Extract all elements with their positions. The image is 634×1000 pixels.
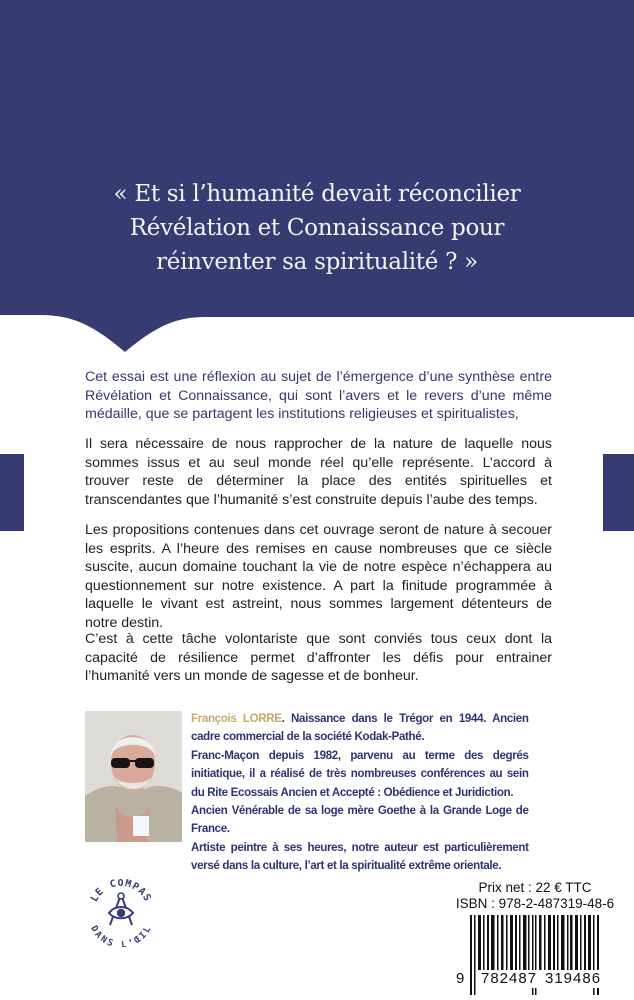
compass-eye-icon [84, 873, 158, 947]
bio-line: Franc-Maçon depuis 1982, parvenu au terme des degrés initiatique, il a réalisé de très nombreuses conférences au sein du Rite Ecossais Ancien et Accepté : Obédience et Juridiction. [191, 747, 529, 799]
paragraph-intro: Cet essai est une réflexion au sujet de l’émergence d’une synthèse entre Révélation et Connaissance, qui sont l’avers et le revers d’une même médaille, que se partagent les institutions religieuses et spiritualistes, [85, 369, 552, 423]
band-notch-shape [0, 313, 634, 358]
barcode-right-group: 319486 [545, 970, 602, 987]
author-name: François LORRE [191, 711, 282, 725]
bio-intro: . Naissance dans le Trégor en 1944. Ancien cadre commercial de la société Kodak-Pathé. [191, 711, 529, 744]
svg-text:DANS L’ŒIL [88, 924, 154, 947]
paragraph: Il sera nécessaire de nous rapprocher de la nature de laquelle nous sommes issus et au seul monde réel qu’elle représente. L’accord à trouver reste de déterminer la place des entités spirituelles et transcendantes que l’humanité s’est construite depuis l’aube des temps. [85, 436, 552, 508]
barcode-first-digit: 9 [456, 970, 465, 987]
right-accent-bar [603, 454, 634, 531]
logo-top-text: LE COMPAS [88, 878, 154, 905]
svg-text:LE COMPAS [89, 878, 153, 904]
barcode-left-group: 782487 [481, 970, 538, 987]
price-label: Prix net : 22 € TTC [478, 880, 592, 895]
author-bio [191, 709, 529, 875]
quote-line: réinventer sa spiritualité ? » [156, 249, 478, 275]
paragraph: Les propositions contenues dans cet ouvrage seront de nature à secouer les esprits. A l’heure des remises en cause nombreuses que ce siècle suscite, aucun domaine touchant la vie de notre espèce n’échappera au questionnement sur notre existence. A part la finitude programmée à laquelle le vivant est astreint, nous sommes largement détenteurs de notre destin. [85, 522, 552, 631]
quote-line: « Et si l’humanité devait réconcilier [113, 181, 521, 207]
left-accent-bar [0, 454, 24, 531]
author-photo [85, 711, 182, 842]
bio-first-line [191, 709, 529, 746]
bio-line: Ancien Vénérable de sa loge mère Goethe à la Grande Loge de France. [191, 803, 529, 836]
bio-line: Artiste peintre à ses heures, notre auteur est particulièrement versé dans la culture, l’art et la spiritualité extrême orientale. [191, 839, 529, 873]
cover-quote [0, 177, 634, 279]
quote-line: Révélation et Connaissance pour [129, 215, 505, 241]
logo-bottom-text: DANS L’ŒIL [88, 924, 154, 947]
publisher-logo [84, 873, 158, 947]
paragraph: C’est à cette tâche volontariste que sont conviés tous ceux dont la capacité de résilience permet d’affronter les défis pour entrainer l’humanité vers un monde de sagesse et de bonheur. [85, 631, 552, 685]
isbn-label: ISBN : 978-2-487319-48-6 [455, 896, 615, 911]
